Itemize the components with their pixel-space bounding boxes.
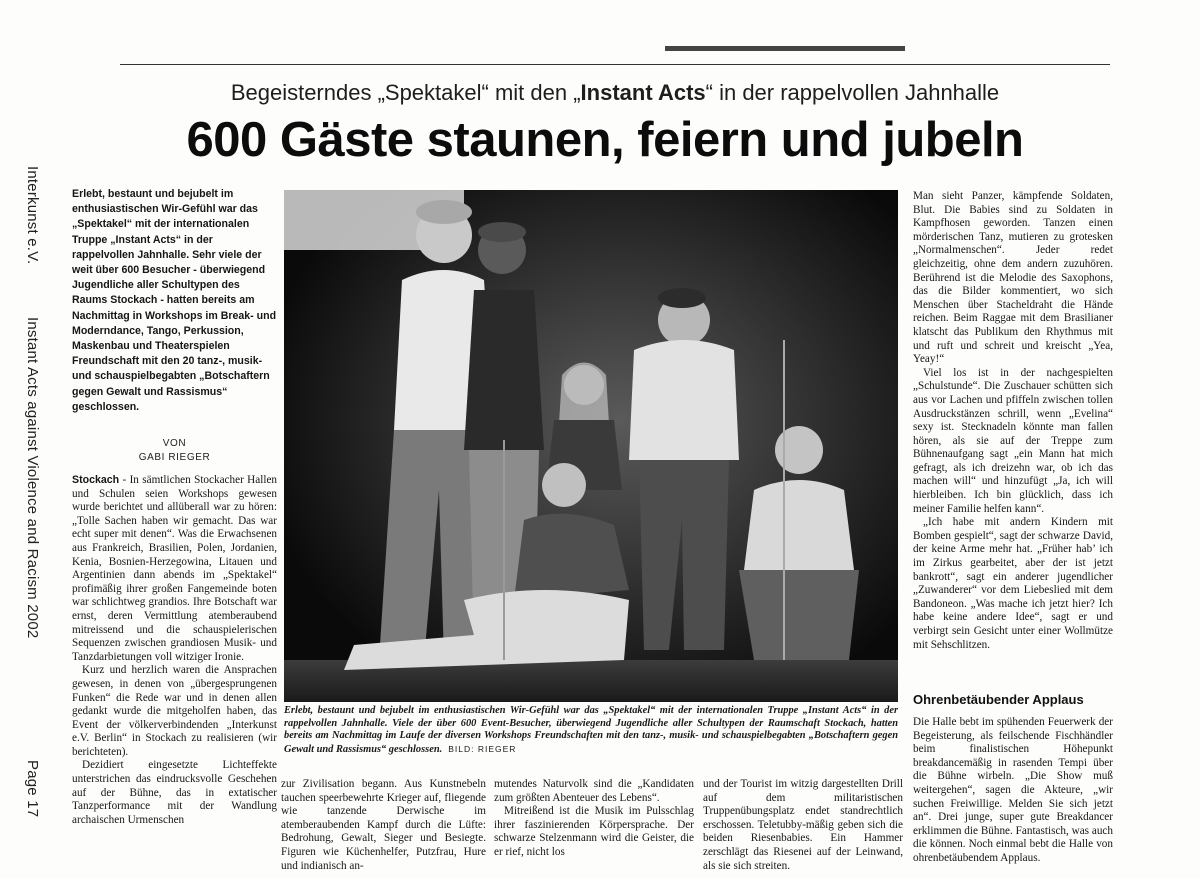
- article-headline: 600 Gäste staunen, feiern und jubeln: [186, 113, 1024, 167]
- paragraph: Die Halle bebt im spühenden Feuerwerk der Begeisterung, als feilschende Fischhändler beim finalistischen Höhepunkt breakdancemäßig in rasenden Tempi über die Bühne wirbeln. „Die Show muß weitergehen“, sagen die Akteure, „wir suchen Freiwillige. Melden Sie sich jetzt an“. Drei junge, super gute Breakdancer erklimmen die Bühne. Fantastisch, was auch die können. Noch einmal bebt die Halle von ohrenbetäubendem Applaus.: [913, 716, 1113, 864]
- photo-credit: BILD: RIEGER: [448, 743, 517, 754]
- article-column-3: [494, 778, 694, 878]
- side-label-organization: Interkunst e.V.: [24, 166, 41, 265]
- paragraph: zur Zivilisation begann. Aus Kunstnebeln tauchen speerbewehrte Krieger auf, fliegende wie tanzende Derwische im atemberaubenden Kampf durch die Lüfte: Bedrohung, Gewalt, Sieger und Besiegte. Figuren wie Küchenhelfer, Putzfrau, Hure und indianisch an-: [281, 778, 486, 872]
- paragraph: Mitreißend ist die Musik im Pulsschlag ihrer faszinierenden Körpersprache. Der schwarze Stelzenmann wird die Geister, die er rief, nicht los: [494, 805, 694, 858]
- article-column-1: [72, 474, 277, 876]
- article-kicker: Begeisterndes „Spektakel“ mit den „Instant Acts“ in der rappelvollen Jahnhalle: [230, 80, 1000, 105]
- paragraph: „Ich habe mit andern Kindern mit Bomben gespielt“, sagt der schwarze David, der keine Arme mehr hat. „Früher hab’ ich im Zirkus gearbeitet, aber der ist jetzt bankrott“, sagt ein anderer jugendlicher „Zuwanderer“ vor dem Liebeslied mit dem Bandoneon. „Was mache ich jetzt hier? Ich habe keine andere Idee“, sagt er und verbirgt sein Gesicht unter einer Wollmütze mit Sehschlitzen.: [913, 516, 1113, 651]
- paragraph: Dezidiert eingesetzte Lichteffekte unterstrichen das eindrucksvolle Geschehen auf der Bühne, das in extatischer Tanzperformance mit der Wandlung archaischen Urmenschen: [72, 759, 277, 826]
- paragraph: Man sieht Panzer, kämpfende Soldaten, Blut. Die Babies sind zu Soldaten in Kampfhosen geworden. Tanzen einen mörderischen Tanz, mutieren zu grotesken „Normalmenschen“. Jeder redet gleichzeitig, ohne dem andern zuzuhören. Berührend ist die Melodie des Saxophons, das die Bilder kommentiert, wo sich Menschen über Stacheldraht die Hände reichen. Beim Raggae mit dem Brasilianer klatscht das Publikum den Rhythmus mit und ruft und schreit und kreischt „Yea, Yeay!“: [913, 190, 1113, 366]
- paragraph: Viel los ist in der nachgespielten „Schulstunde“. Die Zuschauer schütten sich aus vor Lachen und pfiffeln zwischen tollen Ausdruckstänzen schrill, wenn „Evelina“ sexy ist. Stecknadeln könnte man fallen hören, als sie auf der Treppe zum Bühnenaufgang sagt „ein Mann hat mich gefragt, als ich dreizehn war, ob ich das machen will“ und hinzufügt „Ja, ich will hierbleiben. Ich bin glücklich, dass ich meiner Familie helfen kann“.: [913, 366, 1113, 515]
- paragraph: Stockach - In sämtlichen Stockacher Hallen und Schulen seien Workshops gewesen wurde berichtet und allüberall war zu hören: „Tolle Sachen haben wir gemacht. Das war echt super mit denen“. Was die Erwachsenen aus Frankreich, Brasilien, Polen, Jordanien, Kenia, Bosnien-Herzegowina, Litauen und Argentinien dann abends im „Spektakel“ profimäßig ihrer großen Fangemeinde boten war schlichtweg grandios. Ihre Botschaft war ernst, deren Vermittlung atemberaubend mitreissend und die schauspielerischen Sequenzen zwischen grandiosen Musik- und Tanzdarbietungen voll witziger Ironie.: [72, 474, 277, 663]
- paragraph: Kurz und herzlich waren die Ansprachen gewesen, in denen von „übergesprungenen Funken“ die Rede war und in denen allen gedankt wurde die mitgeholfen haben, das Event der völkerverbindenden „Interkunst e.V. Berlin“ in Stockach zu realisieren (wir berichteten).: [72, 664, 277, 758]
- stage-photo: [284, 190, 898, 702]
- masthead-fragment: [120, 38, 1110, 65]
- photo-caption: Erlebt, bestaunt und bejubelt im enthusiastischen Wir-Gefühl war das „Spektakel“ mit der internationalen Truppe „Instant Acts“ in der rappelvollen Jahnhalle. Viele der über 600 Event-Besucher, überwiegend Jugendliche aller Schultypen der Raumschaft Stockach, hatten bereits am Nachmittag im Laufe der diversen Workshops Freundschaften mit den tanz-, musik- und schauspielbegabten „Botschaftern gegen Gewalt und Rassismus“ geschlossen. BILD: RIEGER: [284, 705, 898, 755]
- paragraph: mutendes Naturvolk sind die „Kandidaten zum größten Abenteuer des Lebens“.: [494, 778, 694, 804]
- byline-author: GABI RIEGER: [138, 452, 211, 463]
- side-label-page: Page 17: [24, 760, 41, 818]
- article-lead: Erlebt, bestaunt und bejubelt im enthusiastischen Wir-Gefühl war das „Spektakel“ mit der internationalen Truppe „Instant Acts“ in der rappelvollen Jahnhalle. Sehr viele der weit über 600 Besucher - überwiegend Jugendliche aller Schultypen des Raums Stockach - hatten bereits am Nachmittag in Workshops im Break- und Moderndance, Tango, Perkussion, Maskenbau und Theaterspielen Freundschaft mit den 20 tanz-, musik- und schauspielbegabten „Botschaftern gegen Gewalt und Rassismus“ geschlossen.: [72, 188, 277, 413]
- byline: [72, 437, 277, 465]
- article-column-4: [703, 778, 903, 878]
- side-label-project: Instant Acts against Violence and Racism 2002: [24, 317, 41, 639]
- article-column-right: [913, 190, 1113, 690]
- byline-von: VON: [162, 438, 187, 449]
- masthead-cut-letters: [665, 38, 905, 65]
- subheading: Ohrenbetäubender Applaus: [913, 692, 1084, 707]
- article-column-2: [281, 778, 486, 878]
- article-column-right-bottom: [913, 716, 1113, 878]
- paragraph: und der Tourist im witzig dargestellten Drill auf dem militaristischen Truppenübungsplatz endet standrechtlich erschossen. Teletubby-mäßig geben sich die beiden Riesenbabies. Ein Hammer zerschlägt das Riesenei auf der Leinwand, als sie sich streiten.: [703, 778, 903, 872]
- dateline: Stockach: [72, 474, 120, 486]
- stage-photo-illustration: [284, 190, 898, 702]
